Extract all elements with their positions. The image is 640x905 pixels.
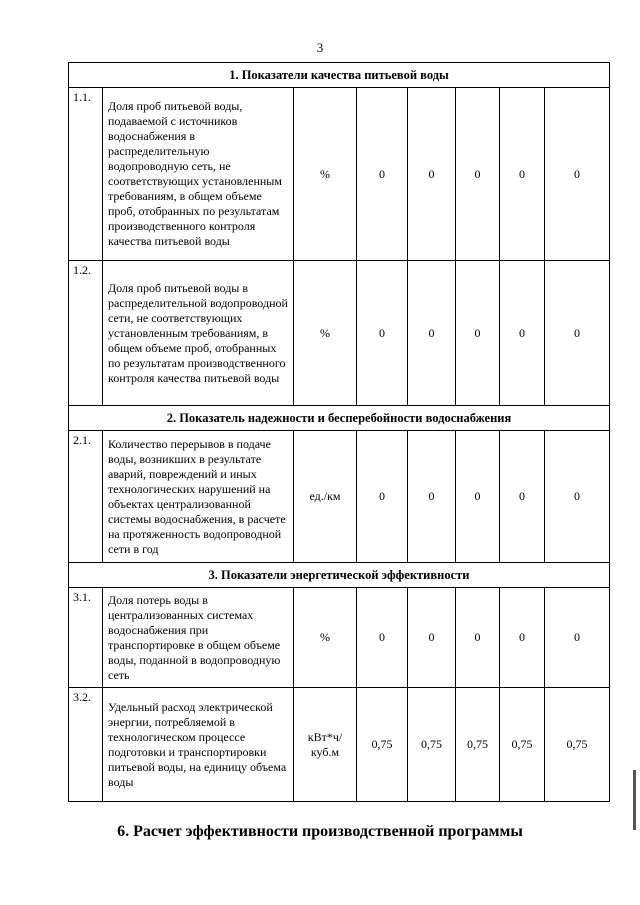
value-cell: 0: [545, 261, 610, 406]
row-number: 2.1.: [69, 431, 103, 563]
row-description: Количество перерывов в подаче воды, возникших в результате аварий, повреждений и иных технологических нарушений на объектах централизованной системы водоснабжения, в расчете на протяженность водопроводной сети в год: [103, 431, 294, 563]
table-row: [69, 88, 610, 261]
section-header: [69, 406, 610, 431]
value-cell: 0: [500, 431, 545, 563]
value-cell: 0: [357, 588, 408, 688]
value-cell: 0: [456, 88, 500, 261]
indicators-table: [68, 62, 610, 802]
value-cell: 0: [357, 88, 408, 261]
section-title: 2. Показатель надежности и бесперебойности водоснабжения: [69, 406, 610, 431]
value-cell: 0,75: [500, 688, 545, 802]
value-cell: 0: [545, 88, 610, 261]
table-row: [69, 431, 610, 563]
value-cell: 0: [500, 261, 545, 406]
value-cell: 0: [408, 261, 456, 406]
page-number: 3: [316, 40, 324, 55]
row-number: 1.1.: [69, 88, 103, 261]
value-cell: 0: [545, 588, 610, 688]
value-cell: 0: [357, 431, 408, 563]
value-cell: 0: [500, 88, 545, 261]
value-cell: 0: [500, 588, 545, 688]
row-unit: %: [294, 88, 357, 261]
row-unit: %: [294, 261, 357, 406]
section-header: [69, 63, 610, 88]
value-cell: 0: [408, 431, 456, 563]
table-row: [69, 688, 610, 802]
row-number: 1.2.: [69, 261, 103, 406]
section-heading: 6. Расчет эффективности производственной программы: [117, 823, 523, 840]
value-cell: 0: [545, 431, 610, 563]
row-description: Доля проб питьевой воды в распределительной водопроводной сети, не соответствующих установленным требованиям, в общем объеме проб, отобранных по результатам производственного контроля качества питьевой воды: [103, 261, 294, 406]
row-number: 3.2.: [69, 688, 103, 802]
value-cell: 0: [456, 588, 500, 688]
scan-edge-mark: [633, 770, 636, 830]
section-header: [69, 563, 610, 588]
table-row: [69, 261, 610, 406]
section-title: 1. Показатели качества питьевой воды: [69, 63, 610, 88]
value-cell: 0: [456, 431, 500, 563]
table-row: [69, 588, 610, 688]
value-cell: 0: [408, 88, 456, 261]
value-cell: 0: [408, 588, 456, 688]
value-cell: 0,75: [408, 688, 456, 802]
value-cell: 0,75: [545, 688, 610, 802]
row-unit: %: [294, 588, 357, 688]
row-unit: кВт*ч/ куб.м: [294, 688, 357, 802]
row-number: 3.1.: [69, 588, 103, 688]
value-cell: 0: [357, 261, 408, 406]
row-unit: ед./км: [294, 431, 357, 563]
row-description: Доля потерь воды в централизованных системах водоснабжения при транспортировке в общем объеме воды, поданной в водопроводную сеть: [103, 588, 294, 688]
value-cell: 0,75: [357, 688, 408, 802]
section-title: 3. Показатели энергетической эффективности: [69, 563, 610, 588]
row-description: Доля проб питьевой воды, подаваемой с источников водоснабжения в распределительную водопроводную сеть, не соответствующих установленным требованиям, в общем объеме проб, отобранных по результатам производственного контроля качества питьевой воды: [103, 88, 294, 261]
value-cell: 0: [456, 261, 500, 406]
row-description: Удельный расход электрической энергии, потребляемой в технологическом процессе подготовки и транспортировки питьевой воды, на единицу объема воды: [103, 688, 294, 802]
value-cell: 0,75: [456, 688, 500, 802]
